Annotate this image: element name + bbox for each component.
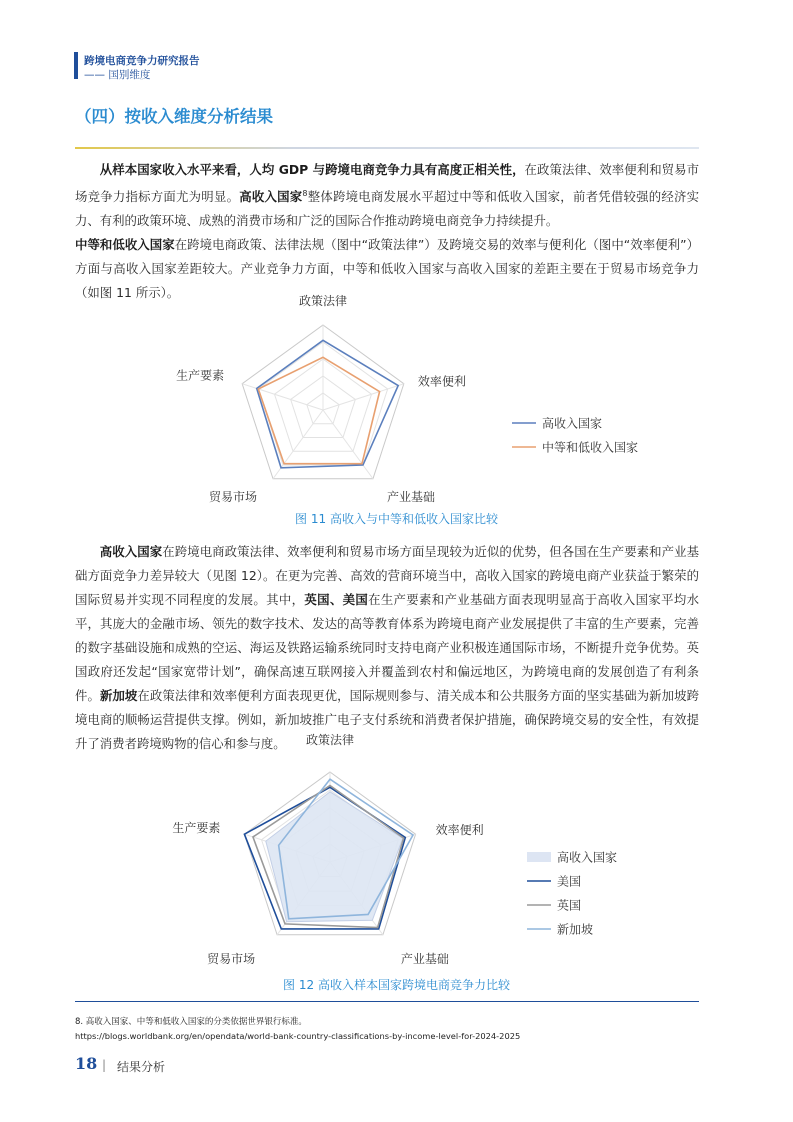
bold-text: 高收入国家 bbox=[99, 544, 163, 559]
radar-axis-label: 贸易市场 bbox=[209, 489, 258, 504]
radar-axis-label: 效率便利 bbox=[435, 823, 484, 838]
section-divider bbox=[75, 147, 699, 149]
bold-text: 从样本国家收入水平来看，人均 GDP 与跨境电商竞争力具有高度正相关性， bbox=[99, 162, 525, 177]
radar-axis-label: 政策法律 bbox=[298, 294, 348, 308]
paragraph-income-overview bbox=[75, 158, 699, 305]
bold-text: 英国、美国 bbox=[304, 592, 369, 607]
radar-axis-label: 贸易市场 bbox=[207, 951, 256, 966]
bold-text: 新加坡 bbox=[99, 688, 138, 703]
legend-label: 美国 bbox=[557, 874, 582, 889]
body-text: 在生产要素和产业基础方面表现明显高于高收入国家平均水平，其庞大的金融市场、领先的数字技术、发达的高等教育体系为跨境电商产业发展提供了丰富的生产要素，完善的数字基础设施和成熟的空运、海运及铁路运输系统同时支持电商产业积极连通国际市场，不断提升竞争优势。英国政府还发起“国家宽带计划”，确保高速互联网接入并覆盖到农村和偏远地区，为跨境电商的发展创造了有利条件。 bbox=[75, 592, 700, 703]
footer-section-label: 结果分析 bbox=[117, 1060, 166, 1074]
legend-label: 中等和低收入国家 bbox=[542, 440, 639, 455]
radar-axis-label: 效率便利 bbox=[417, 374, 466, 389]
radar-axis-spoke bbox=[323, 384, 404, 410]
footnote-link[interactable]: https://blogs.worldbank.org/en/opendata/world-bank-country-classifications-by-income-level-for-2024-2025 bbox=[75, 1031, 521, 1041]
footer-separator: | bbox=[102, 1058, 107, 1072]
radar-axis-label: 生产要素 bbox=[172, 821, 221, 836]
body-text: 在政策法律和效率便利方面表现更优，国际规则参与、清关成本和公共服务方面的坚实基础为新加坡跨境电商的顺畅运营提供支撑。例如，新加坡推广电子支付系统和消费者保护措施，确保跨境交易的安全性，有效提升了消费者跨境购物的信心和参与度。 bbox=[75, 688, 700, 751]
paragraph-high-income bbox=[75, 540, 699, 756]
radar-grid bbox=[242, 325, 404, 479]
figure-12-caption: 图 12 高收入样本国家跨境电商竞争力比较 bbox=[283, 978, 510, 992]
radar-axis-label: 产业基础 bbox=[386, 489, 435, 504]
radar-axis-spoke bbox=[323, 410, 373, 479]
legend-label: 新加坡 bbox=[557, 922, 594, 937]
radar-axis-label: 产业基础 bbox=[400, 951, 449, 966]
bold-text: 高收入国家 bbox=[239, 189, 303, 205]
radar-chart-high-income-countries bbox=[0, 733, 793, 970]
radar-axis-label: 政策法律 bbox=[305, 733, 355, 747]
body-text: 整体跨境电商发展水平超过中等和低收入国家，前者凭借较强的经济实力、有利的政策环境、成熟的消费市场和广泛的国际合作推动跨境电商竞争力持续提升。 bbox=[75, 189, 700, 229]
body-text: 在政策法律、效率便利和贸易市场竞争力指标方面尤为明显。 bbox=[75, 162, 699, 205]
body-text: 在跨境电商政策法律、效率便利和贸易市场方面呈现较为近似的优势，但各国在生产要素和产业基础方面竞争力差异较大（见图 12）。在更为完善、高效的营商环境当中，高收入国家的跨境电商产业获益于繁荣的国际贸易并实现不同程度的发展。其中， bbox=[75, 544, 700, 607]
legend-label: 高收入国家 bbox=[557, 850, 618, 865]
legend-label: 英国 bbox=[557, 898, 582, 913]
radar-axis-label: 生产要素 bbox=[176, 368, 225, 383]
figure-11-caption: 图 11 高收入与中等和低收入国家比较 bbox=[295, 512, 498, 526]
body-text: 在跨境电商政策、法律法规（图中“政策法律”）及跨境交易的效率与便利化（图中“效率便利”）方面与高收入国家差距较大。产业竞争力方面，中等和低收入国家与高收入国家的差距主要在于贸易市场竞争力（如图 11 所示）。 bbox=[75, 237, 699, 301]
footnote-text: 8. 高收入国家、中等和低收入国家的分类依据世界银行标准。 bbox=[75, 1017, 307, 1027]
report-title: 跨境电商竞争力研究报告 bbox=[84, 55, 200, 67]
bold-text: 中等和低收入国家 bbox=[75, 237, 175, 253]
footnote-marker[interactable]: 8 bbox=[302, 189, 308, 198]
legend-swatch bbox=[527, 852, 551, 862]
report-subtitle: —— 国别维度 bbox=[84, 69, 151, 81]
page-number: 18 bbox=[75, 1054, 98, 1073]
legend-label: 高收入国家 bbox=[542, 416, 603, 431]
header-accent-bar bbox=[74, 52, 78, 79]
radar-axis-spoke bbox=[242, 384, 323, 410]
footnote-divider bbox=[75, 1001, 699, 1002]
radar-chart-income-comparison bbox=[0, 294, 793, 505]
section-title: （四）按收入维度分析结果 bbox=[75, 107, 273, 126]
